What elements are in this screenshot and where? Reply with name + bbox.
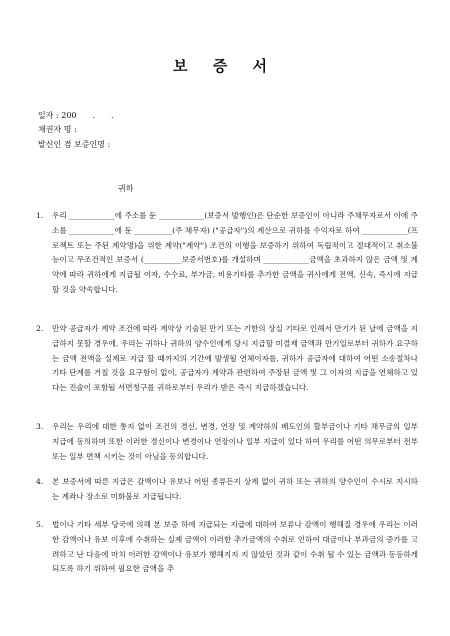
clause-1 — [36, 209, 418, 298]
issuer-line: 발신인 겸 보증인명 : — [38, 140, 111, 149]
addressee: 귀하 — [118, 184, 134, 193]
clause-number: 3. — [36, 422, 44, 431]
clause-3 — [36, 420, 418, 464]
clause-number: 4. — [36, 477, 44, 486]
clause-text: 우리는 우리에 대한 통지 없이 조건의 경신, 변경, 연장 및 계약하의 배도인의 할부금이나 기타 채무금의 일부 지급에 동의하며 또한 이러한 경신이나 변경이나 연장이나 일부 지급이 있다 하여 우리를 어떤 의무로부터 전부 또는 일부 면책 시키는 것이 아님을 동의합니다. — [52, 422, 418, 461]
clause-number: 1. — [36, 211, 44, 220]
clause-number: 5. — [36, 520, 44, 529]
clause-5 — [36, 518, 418, 577]
clause-text: 본 보증서에 따른 지급은 감액이나 유보나 어떤 종류든지 상계 없이 귀하 또는 귀하의 양수인이 수시로 지시하는 계좌나 장소로 미화불로 지급됩니다. — [52, 477, 418, 501]
clause-2 — [36, 322, 418, 396]
date-line: 일자 : 200 . . — [38, 111, 114, 120]
clause-number: 2. — [36, 324, 44, 333]
clause-text: 만약 공급자가 계약 조건에 따라 계약상 기술된 만기 또는 기한의 상실 기타로 인해서 만기가 된 날에 금액을 지급하지 못할 경우에, 우리는 귀하나 귀하의 양수인에게 당시 지급할 미결제 금액과 만기일로부터 귀하가 요구하는 금액 전액을 실제로 지급 할 때까지의 기간에 발생될 연체이자를, 귀하가 공급자에 대하여 어떤 소송절차나 기타 단계를 거칠 것을 요구함이 없이, 공급자가 계약과 관련하여 주장된 금액 및 그 이자의 지급을 연체하고 있다는 진술이 포함될 서면청구를 귀하로부터 우리가 받은 즉시 지급하겠습니다. — [52, 324, 418, 393]
clause-4 — [36, 475, 418, 505]
clause-text: 우리 ____________에 주소를 둔 ____________(보증서 발행인)은 단순한 보증인이 아니라 주채무자로서 이에 주소를 ____________에 둔 __________(주 채무자) ("공급자")의 계산으로 귀하를 수익자로 하여 ____________(프로젝트 또는 주된 계약명)을 위한 계약("계약") 조건의 이행을 보증하기 위하여 독립적이고 절대적이고 취소불능이고 무조건적인 보증서 (__________보증서번호)를 개설하며 ____________금액을 초과하지 않은 금액 및 계약에 따라 귀하에게 지급될 이자, 수수료, 부가금, 비용기타를 추가한 금액을 귀사에게 전액, 신속, 즉시에 지급할 것을 약속합니다. — [52, 211, 418, 294]
creditor-line: 채권자 명 : — [38, 125, 77, 134]
document-title: 보 증 서 — [173, 57, 277, 75]
clause-text: 법이나 기타 세부 당국에 의해 본 보증 하에 지급되는 지급에 대하여 보류나 감액이 행해질 경우에 우리는 이러한 감액이나 유보 이후에 수취하는 실제 금액이 이러한 추가금액의 수취로 인하여 대금이나 부과금의 증가를 고려하고 난 다음에 마치 이러한 감액이나 유보가 행해지지 지 않았던 것과 같이 수취 될 수 있는 금액과 동등하게 되도록 하기 위하여 필요한 금액을 추 — [52, 520, 418, 574]
